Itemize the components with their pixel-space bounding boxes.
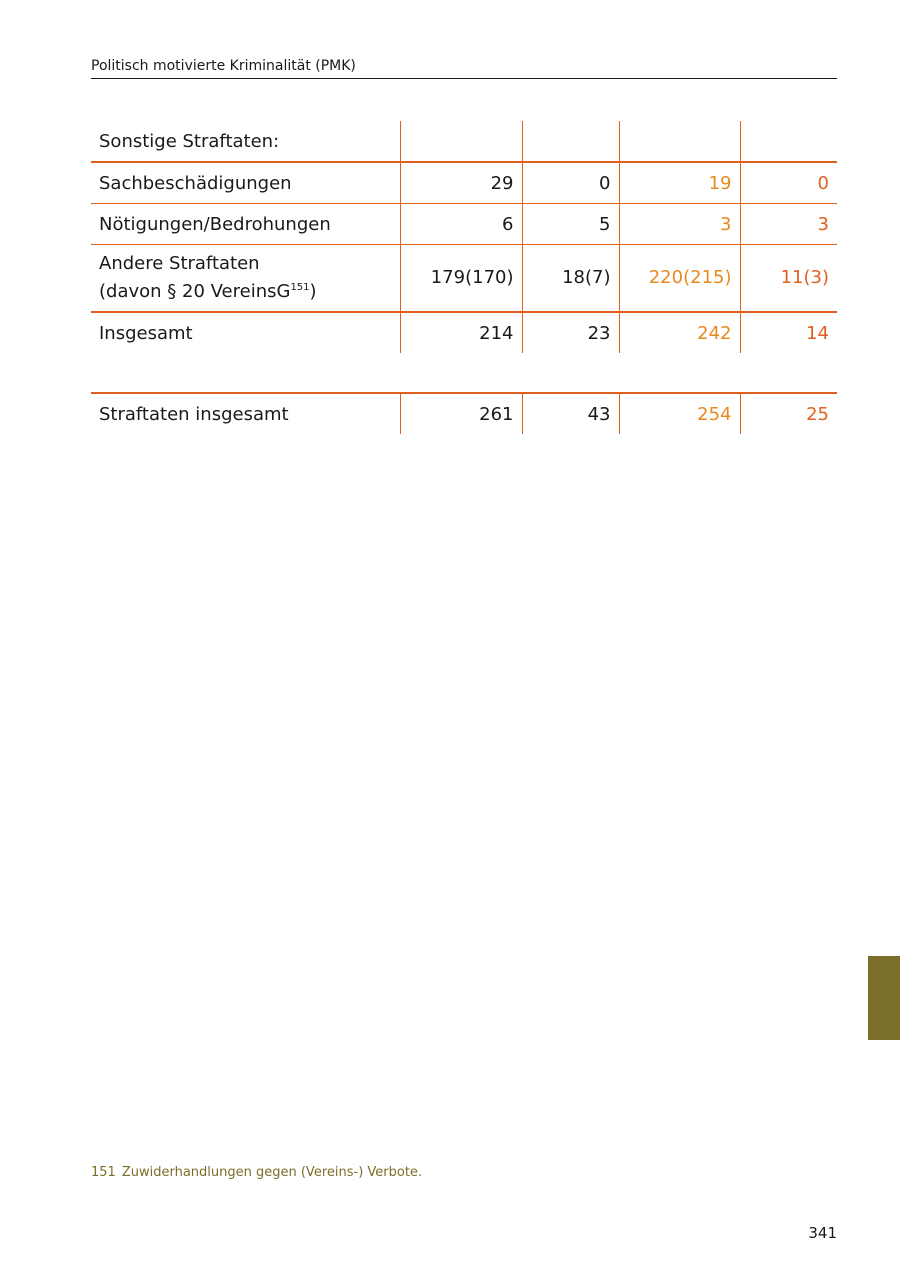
value-cell: 261 (400, 393, 522, 434)
value-cell: 6 (400, 204, 522, 245)
running-head: Politisch motivierte Kriminalität (PMK) (91, 58, 837, 79)
value-cell: 43 (522, 393, 619, 434)
value-cell: 3 (740, 204, 837, 245)
footnote (91, 1165, 422, 1180)
value-cell: 3 (619, 204, 740, 245)
footnote-text: Zuwiderhandlungen gegen (Vereins-) Verbote. (121, 1165, 423, 1180)
value-cell: 242 (619, 312, 740, 353)
value-cell: 0 (522, 162, 619, 204)
page-number: 341 (808, 1224, 837, 1242)
value-cell: 214 (400, 312, 522, 353)
value-cell: 5 (522, 204, 619, 245)
value-cell: 0 (740, 162, 837, 204)
empty-cell (522, 121, 619, 162)
row-label: Nötigungen/Bedrohungen (91, 204, 400, 245)
row-label-line2: (davon § 20 VereinsG (99, 281, 291, 302)
value-cell: 11(3) (740, 245, 837, 313)
value-cell: 220(215) (619, 245, 740, 313)
table-row (91, 204, 837, 245)
empty-cell (619, 121, 740, 162)
value-cell: 14 (740, 312, 837, 353)
value-cell: 25 (740, 393, 837, 434)
section-header-row (91, 121, 837, 162)
subtotal-row (91, 312, 837, 353)
table-row (91, 162, 837, 204)
row-label (91, 245, 400, 313)
row-label: Sachbeschädigungen (91, 162, 400, 204)
value-cell: 29 (400, 162, 522, 204)
empty-cell (740, 121, 837, 162)
grand-total-table (91, 392, 837, 434)
footnote-number: 151 (91, 1165, 116, 1180)
value-cell: 254 (619, 393, 740, 434)
subtotal-label: Insgesamt (99, 322, 193, 344)
statistics-table (91, 121, 837, 353)
value-cell: 179(170) (400, 245, 522, 313)
empty-cell (400, 121, 522, 162)
row-label-line1: Andere Straftaten (99, 253, 260, 274)
section-label: Sonstige Straftaten: (91, 121, 400, 162)
grand-total-row (91, 393, 837, 434)
table-row (91, 245, 837, 313)
grand-total-label: Straftaten insgesamt (99, 403, 289, 425)
value-cell: 23 (522, 312, 619, 353)
footnote-ref[interactable]: 151 (290, 282, 310, 293)
chapter-tab (868, 956, 900, 1040)
row-label-close: ) (309, 281, 317, 302)
value-cell: 19 (619, 162, 740, 204)
value-cell: 18(7) (522, 245, 619, 313)
